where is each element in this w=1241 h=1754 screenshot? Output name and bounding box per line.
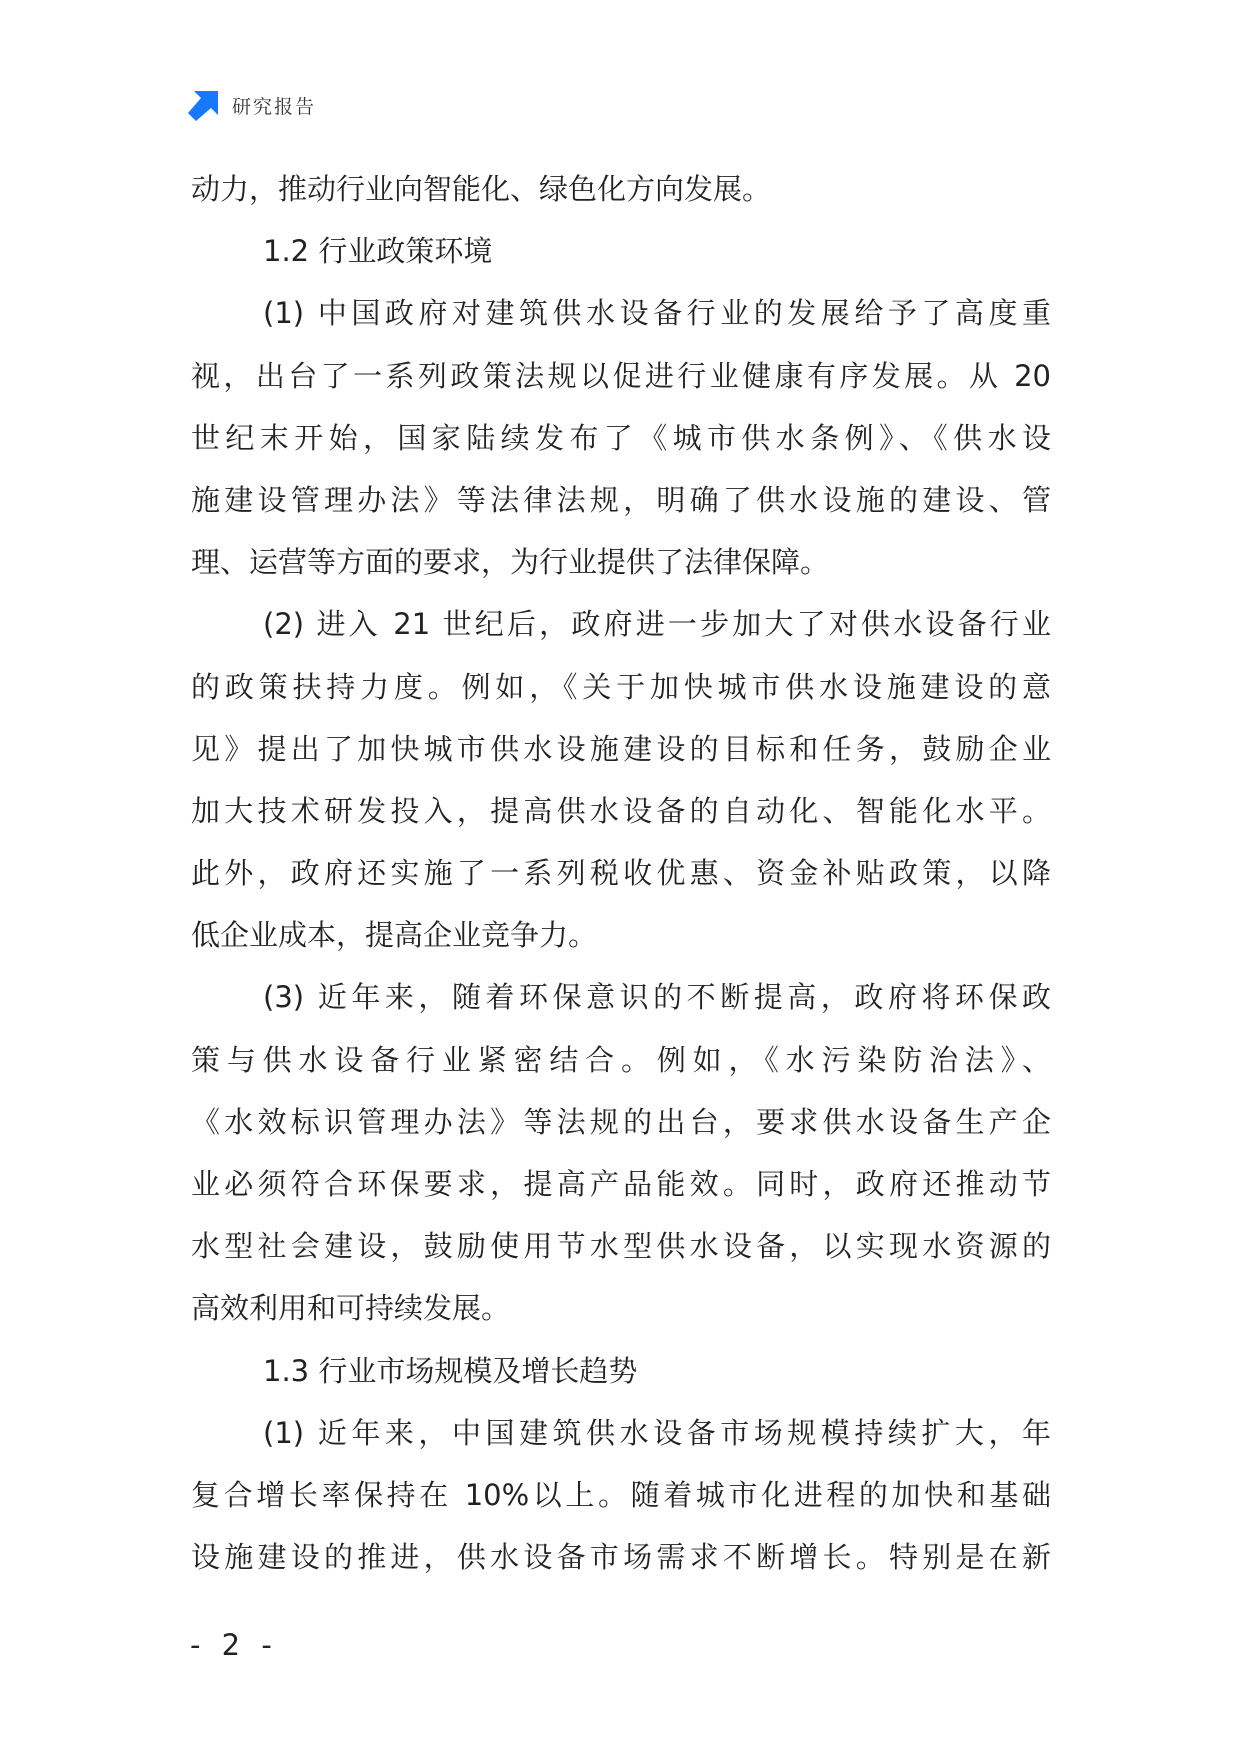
document-body	[191, 158, 1051, 1588]
paragraph-line: 策与供水设备行业紧密结合。例如，《水污染防治法》、	[191, 1042, 1051, 1077]
paragraph-line: 施建设管理办法》等法律法规，明确了供水设施的建设、管	[191, 482, 1051, 517]
paragraph-line: 理、运营等方面的要求，为行业提供了法律保障。	[191, 545, 830, 580]
report-header	[188, 88, 316, 122]
paragraph-line: (1) 近年来，中国建筑供水设备市场规模持续扩大，年	[263, 1415, 1051, 1450]
paragraph-line: 低企业成本，提高企业竞争力。	[191, 918, 598, 953]
paragraph-line: (3) 近年来，随着环保意识的不断提高，政府将环保政	[263, 980, 1051, 1015]
page-number: - 2 -	[190, 1628, 278, 1662]
paragraph-line: 业必须符合环保要求，提高产品能效。同时，政府还推动节	[191, 1167, 1051, 1201]
paragraph-line: 水型社会建设，鼓励使用节水型供水设备，以实现水资源的	[191, 1229, 1051, 1264]
paragraph-line: 此外，政府还实施了一系列税收优惠、资金补贴政策，以降	[191, 856, 1051, 891]
paragraph-line: 视，出台了一系列政策法规以促进行业健康有序发展。从 20	[191, 358, 1051, 393]
paragraph-line: 《水效标识管理办法》等法规的出台，要求供水设备生产企	[191, 1104, 1051, 1139]
paragraph-line: 的政策扶持力度。例如，《关于加快城市供水设施建设的意	[191, 669, 1051, 704]
section-heading-1-2: 1.2 行业政策环境	[263, 234, 493, 269]
paragraph-line: 加大技术研发投入，提高供水设备的自动化、智能化水平。	[191, 793, 1051, 828]
paragraph-line: 复合增长率保持在 10%以上。随着城市化进程的加快和基础	[191, 1477, 1051, 1512]
paragraph-line: 见》提出了加快城市供水设施建设的目标和任务，鼓励企业	[191, 731, 1051, 766]
paragraph-line: (2) 进入 21 世纪后，政府进一步加大了对供水设备行业	[263, 607, 1051, 642]
arrow-up-right-icon	[188, 89, 220, 121]
paragraph-line: 世纪末开始，国家陆续发布了《城市供水条例》、《供水设	[191, 420, 1051, 455]
paragraph-line: 动力，推动行业向智能化、绿色化方向发展。	[191, 172, 772, 206]
paragraph-line: 高效利用和可持续发展。	[191, 1291, 511, 1326]
paragraph-line: 设施建设的推进，供水设备市场需求不断增长。特别是在新	[191, 1540, 1051, 1575]
header-title: 研究报告	[232, 95, 317, 118]
section-heading-1-3: 1.3 行业市场规模及增长趋势	[263, 1353, 638, 1388]
paragraph-line: (1) 中国政府对建筑供水设备行业的发展给予了高度重	[263, 296, 1051, 331]
